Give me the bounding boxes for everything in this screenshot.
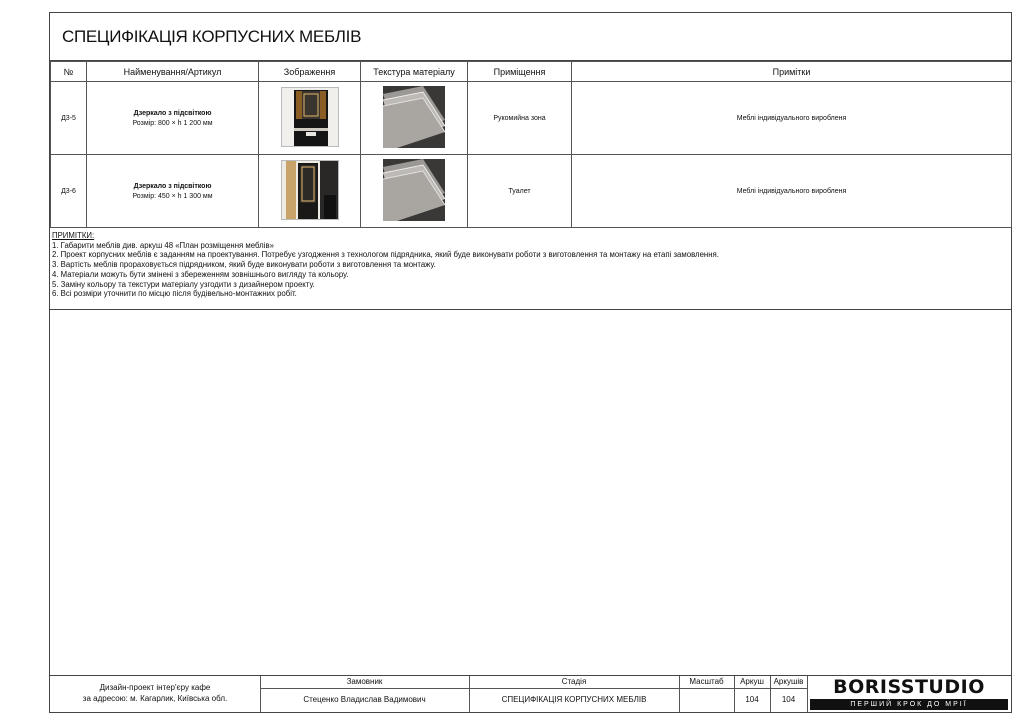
project-line-2: за адресою: м. Кагарлик, Київська обл. (82, 694, 228, 703)
mirror-backlit-icon (281, 87, 339, 147)
stage-value: СПЕЦИФІКАЦІЯ КОРПУСНИХ МЕБЛІВ (501, 695, 647, 704)
table-row (51, 155, 1012, 228)
row-id: Д3-6 (51, 155, 87, 228)
gray-panel-texture-icon (383, 86, 445, 148)
table-row (51, 82, 1012, 155)
sheets-value: 104 (781, 695, 796, 704)
row-image-cell (259, 82, 361, 155)
customer-value: Стеценко Владислав Вадимович (303, 695, 426, 704)
header-name: Найменування/Артикул (87, 62, 259, 82)
customer-label: Замовник (346, 677, 383, 686)
studio-logo (807, 676, 1011, 712)
notes-block (50, 229, 1011, 310)
row-room: Туалет (468, 155, 572, 228)
row-name-cell (87, 155, 259, 228)
gray-panel-texture-icon (383, 159, 445, 221)
title-block (50, 13, 1011, 61)
scale-label: Масштаб (689, 677, 724, 686)
row-texture-cell (361, 155, 468, 228)
sheet-label: Аркуш (740, 677, 764, 686)
mirror-backlit-icon (281, 160, 339, 220)
title-stamp (50, 675, 1011, 712)
row-name: Дзеркало з підсвіткою (133, 182, 212, 190)
note-item: 1. Габарити меблів див. аркуш 48 «План розміщення меблів» (52, 240, 274, 250)
row-name-cell (87, 82, 259, 155)
row-id: Д3-5 (51, 82, 87, 155)
header-room: Приміщення (468, 62, 572, 82)
project-line-1: Дизайн-проект інтер'єру кафе (99, 683, 211, 692)
header-texture: Текстура матеріалу (361, 62, 468, 82)
row-note: Меблі індивідуального виробленя (572, 155, 1012, 228)
note-item: 2. Проект корпусних меблів є заданням на проектування. Потребує узгодження з технологом підрядника, який буде виконувати роботи з виготовлення та монтажу на етапі замовлення. (52, 250, 719, 260)
sheets-label: Аркушів (773, 677, 804, 686)
row-texture-cell (361, 82, 468, 155)
project-description (50, 682, 260, 704)
row-size: Розмір: 800 × h 1 200 мм (132, 119, 213, 127)
specification-table (50, 61, 1012, 228)
logo-tagline: ПЕРШИЙ КРОК ДО МРІЇ (810, 699, 1008, 710)
row-image-cell (259, 155, 361, 228)
header-image: Зображення (259, 62, 361, 82)
sheet-value: 104 (745, 695, 759, 704)
notes-heading: ПРИМІТКИ: (52, 231, 95, 240)
header-notes: Примітки (572, 62, 1012, 82)
drawing-sheet (49, 12, 1012, 713)
note-item: 5. Заміну кольору та текстури матеріалу узгодити з дизайнером проекту. (52, 279, 315, 289)
row-size: Розмір: 450 × h 1 300 мм (132, 192, 213, 200)
row-note: Меблі індивідуального виробленя (572, 82, 1012, 155)
table-header-row (51, 62, 1012, 82)
row-name: Дзеркало з підсвіткою (133, 109, 212, 117)
note-item: 3. Вартість меблів прораховується підрядником, який буде виконувати роботи з виготовлення та монтажу. (52, 260, 436, 270)
logo-wordmark: BORISSTUDIO (833, 676, 985, 698)
stage-label: Стадія (561, 677, 587, 686)
note-item: 6. Всі розміри уточнити по місцю після будівельно-монтажних робіт. (52, 289, 297, 299)
note-item: 4. Матеріали можуть бути змінені з збереженням зовнішнього вигляду та кольору. (52, 269, 349, 279)
row-room: Рукомийна зона (468, 82, 572, 155)
header-number: № (51, 62, 87, 82)
page-title: СПЕЦИФІКАЦІЯ КОРПУСНИХ МЕБЛІВ (62, 27, 362, 46)
